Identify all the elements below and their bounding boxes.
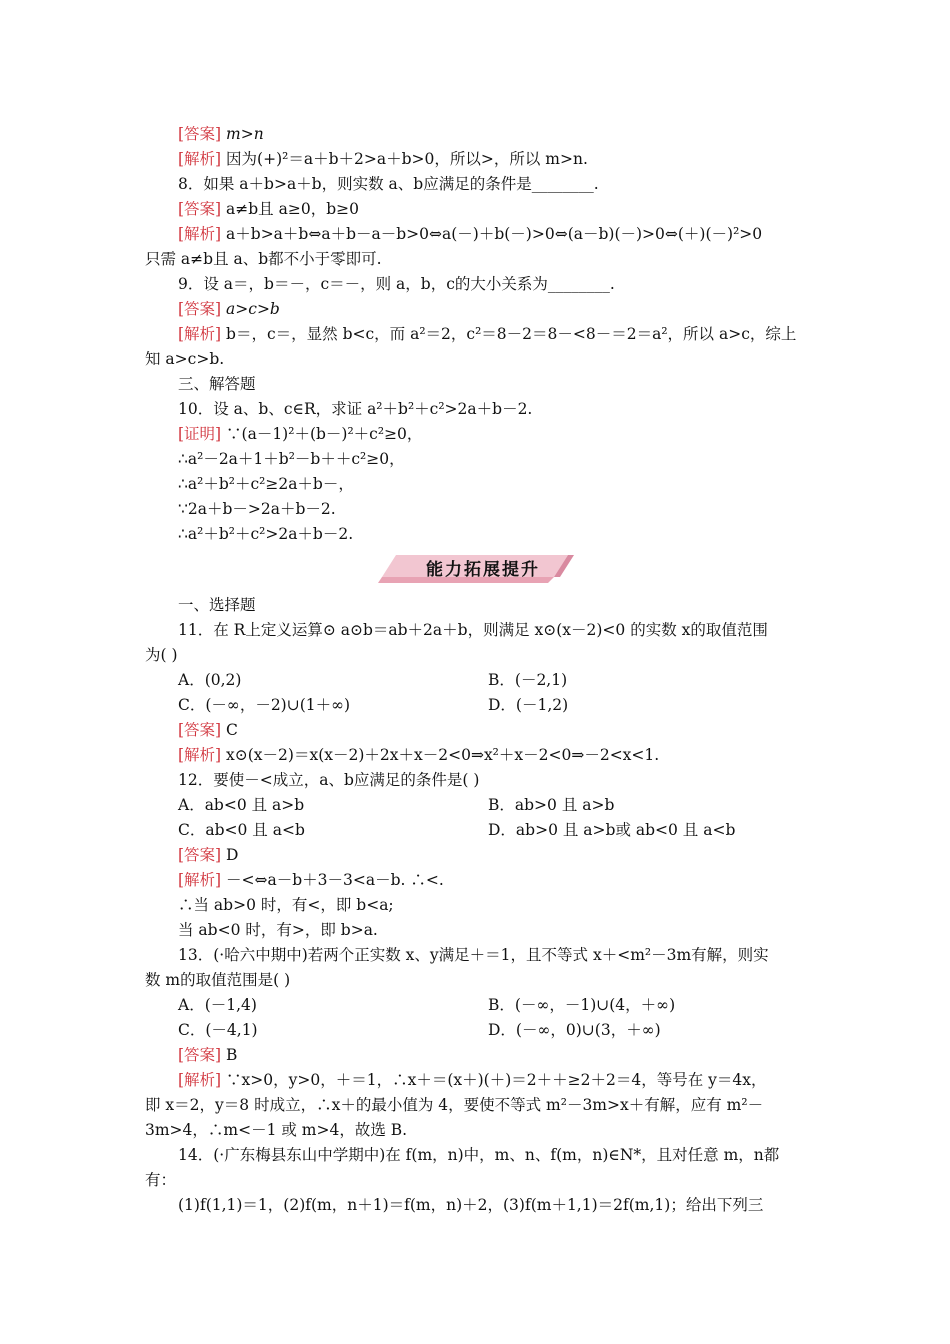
section-banner: [378, 551, 574, 585]
text-line: 3m>4，∴m<－1 或 m>4，故选 B.: [145, 1121, 408, 1139]
answer-line: [答案] C: [178, 721, 238, 739]
option-d: D．(－1,2): [488, 696, 569, 714]
question-13: 13．(·哈六中期中)若两个正实数 x、y满足＋＝1，且不等式 x＋<m²－3m有解，则实: [178, 946, 769, 964]
section-heading: 一、选择题: [178, 596, 256, 614]
analysis-line: [解析] ∵x>0，y>0，＋＝1，∴x＋＝(x＋)(＋)＝2＋＋≥2＋2＝4，等号在 y＝4x，: [178, 1071, 767, 1089]
option-a: A．(0,2): [178, 671, 242, 689]
text-line: 有：: [145, 1171, 177, 1189]
banner-title: 能力拓展提升: [426, 560, 540, 580]
question-14: 14．(·广东梅县东山中学期中)在 f(m，n)中，m、n、f(m，n)∈N*，且对任意 m，n都: [178, 1146, 780, 1164]
answer-line: [答案] B: [178, 1046, 238, 1064]
answer-line: [答案] D: [178, 846, 239, 864]
proof-line: [证明] ∵(a－1)²＋(b－)²＋c²≥0，: [178, 425, 423, 443]
text-line: 只需 a≠b且 a、b都不小于零即可.: [145, 250, 382, 268]
option-c: C．(－4,1): [178, 1021, 258, 1039]
question-8: 8．如果 a＋b>a＋b，则实数 a、b应满足的条件是________.: [178, 175, 599, 193]
text-line: ∴当 ab>0 时，有<，即 b<a;: [178, 896, 394, 914]
option-d: D．ab>0 且 a>b或 ab<0 且 a<b: [488, 821, 736, 839]
proof-step: ∴a²＋b²＋c²>2a＋b－2.: [178, 525, 354, 543]
answer-line: [答案] m>n: [178, 125, 264, 143]
analysis-line: [解析] b＝，c＝，显然 b<c，而 a²＝2，c²＝8－2＝8－<8－＝2＝a²，所以 a>c，综上: [178, 325, 797, 343]
answer-line: [答案] a>c>b: [178, 300, 280, 318]
text-line: 即 x＝2，y＝8 时成立，∴x＋的最小值为 4，要使不等式 m²－3m>x＋有解，应有 m²－: [145, 1096, 764, 1114]
analysis-line: [解析] x⊙(x－2)＝x(x－2)＋2x＋x－2<0⇒x²＋x－2<0⇒－2<x<1.: [178, 746, 660, 764]
analysis-line: [解析] a＋b>a＋b⇔a＋b－a－b>0⇔a(－)＋b(－)>0⇔(a－b)(－)>0⇔(＋)(－)²>0: [178, 225, 763, 243]
text-line: 当 ab<0 时，有>，即 b>a.: [178, 921, 378, 939]
text-line: 数 m的取值范围是( ): [145, 971, 291, 989]
analysis-line: [解析] －<⇔a－b＋3－3<a－b. ∴<.: [178, 871, 444, 889]
answer-line: [答案] a≠b且 a≥0，b≥0: [178, 200, 359, 218]
question-9: 9．设 a＝，b＝－，c＝－，则 a，b，c的大小关系为________.: [178, 275, 615, 293]
proof-step: ∴a²＋b²＋c²≥2a＋b－，: [178, 475, 354, 493]
option-b: B．(－2,1): [488, 671, 568, 689]
option-a: A．(－1,4): [178, 996, 257, 1014]
proof-step: ∵2a＋b－>2a＋b－2.: [178, 500, 336, 518]
option-b: B．ab>0 且 a>b: [488, 796, 615, 814]
question-11: 11．在 R上定义运算⊙ a⊙b＝ab＋2a＋b，则满足 x⊙(x－2)<0 的实数 x的取值范围: [178, 621, 768, 639]
option-d: D．(－∞，0)∪(3，＋∞): [488, 1021, 661, 1039]
option-c: C．ab<0 且 a<b: [178, 821, 305, 839]
text-line: 知 a>c>b.: [145, 350, 225, 368]
question-12: 12．要使－<成立，a、b应满足的条件是( ): [178, 771, 480, 789]
analysis-line: [解析] 因为(+)²＝a＋b＋2>a＋b>0，所以>，所以 m>n.: [178, 150, 588, 168]
option-b: B．(－∞，－1)∪(4，＋∞): [488, 996, 676, 1014]
proof-step: ∴a²－2a＋1＋b²－b＋＋c²≥0，: [178, 450, 405, 468]
question-10: 10．设 a、b、c∈R，求证 a²＋b²＋c²>2a＋b－2.: [178, 400, 533, 418]
text-line: 为( ): [145, 646, 178, 664]
option-a: A．ab<0 且 a>b: [178, 796, 305, 814]
option-c: C．(－∞，－2)∪(1＋∞): [178, 696, 351, 714]
text-line: (1)f(1,1)＝1，(2)f(m，n＋1)＝f(m，n)＋2，(3)f(m＋1,1)＝2f(m,1)；给出下列三: [178, 1196, 764, 1214]
section-heading: 三、解答题: [178, 375, 256, 393]
